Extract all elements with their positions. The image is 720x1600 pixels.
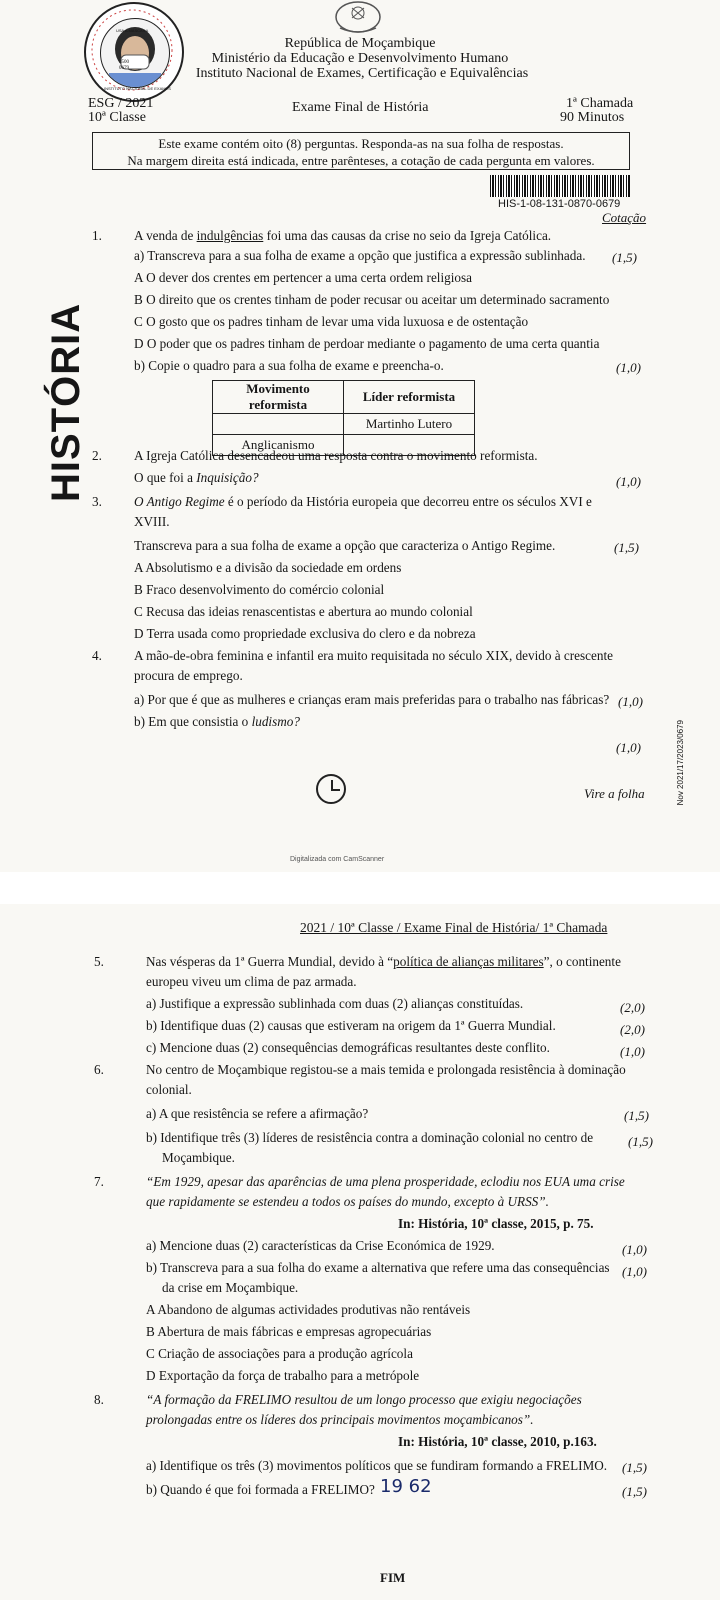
q4a-mark: (1,0)	[618, 694, 643, 709]
q2-mark: (1,0)	[616, 474, 641, 489]
q1-option-a: A O dever dos crentes em pertencer a uma certa ordem religiosa	[134, 270, 472, 285]
q1-text	[134, 228, 551, 244]
q2-sub-text: O que foi a	[134, 470, 197, 485]
exam-page-2	[0, 904, 720, 1600]
q1-text-part: A venda de	[134, 228, 197, 243]
side-stamp: Nov 2021/17/2023/0679	[676, 720, 685, 806]
q5-underlined-term: política de alianças militares	[393, 954, 544, 969]
q5-text-line2: europeu viveu um clima de paz armada.	[146, 974, 357, 989]
q4b-term: ludismo?	[251, 714, 300, 729]
q1-option-b: B O direito que os crentes tinham de poder recusar ou aceitar um determinado sacramento	[134, 292, 610, 307]
table-cell: Anglicanismo	[213, 435, 344, 456]
q3-mark: (1,5)	[614, 540, 639, 555]
logo-code-top: 3500	[119, 60, 129, 65]
q7-quote: “Em 1929, apesar das aparências de uma plena prosperidade, eclodiu nos EUA uma crise	[146, 1174, 625, 1189]
q6a-text: a) A que resistência se refere a afirmação?	[146, 1106, 369, 1121]
q4b-text	[134, 714, 300, 730]
exam-notice-box	[92, 132, 630, 170]
coat-of-arms-icon	[330, 0, 386, 34]
table-header: Movimento reformista	[213, 381, 344, 414]
turn-page-note: Vire a folha	[584, 786, 645, 801]
exam-title: Exame Final de História	[292, 100, 429, 115]
q5-text-part: Nas vésperas da 1ª Guerra Mundial, devido à “	[146, 954, 394, 969]
q3-option-d: D Terra usada como propriedade exclusiva do clero e da nobreza	[134, 626, 476, 641]
table-header-row	[213, 381, 475, 414]
q3-instruction: Transcreva para a sua folha de exame a opção que caracteriza o Antigo Regime.	[134, 538, 556, 553]
clock-icon	[316, 774, 346, 804]
q3-text-part: é o período da História europeia que decorreu entre os séculos XVI e	[224, 494, 592, 509]
q5-number: 5.	[94, 954, 104, 969]
cotacao-heading: Cotação	[602, 210, 647, 225]
q7b-text: b) Transcreva para a sua folha do exame a alternativa que refere uma das consequências	[146, 1260, 610, 1275]
q5a-mark: (2,0)	[620, 1000, 645, 1015]
q1-option-c: C O gosto que os padres tinham de levar uma vida luxuosa e de ostentação	[134, 314, 529, 329]
page2-header: 2021 / 10ª Classe / Exame Final de História/ 1ª Chamada	[300, 920, 608, 935]
q6-text: No centro de Moçambique registou-se a mais temida e prolongada resistência à dominação	[146, 1062, 626, 1077]
q1-number: 1.	[92, 228, 102, 243]
republic-title: República de Moçambique	[284, 36, 436, 51]
q4-text-line2: procura de emprego.	[134, 668, 243, 683]
q2-number: 2.	[92, 448, 102, 463]
q1a-mark: (1,5)	[612, 250, 637, 265]
q4a-text: a) Por que é que as mulheres e crianças eram mais preferidas para o trabalho nas fábricas?	[134, 692, 610, 707]
table-header: Líder reformista	[344, 381, 475, 414]
institute-title: Instituto Nacional de Exames, Certificação e Equivalências	[195, 66, 529, 81]
q8-source: In: História, 10ª classe, 2010, p.163.	[398, 1434, 597, 1449]
q6b-mark: (1,5)	[628, 1134, 653, 1149]
q6-number: 6.	[94, 1062, 104, 1077]
handwritten-answer: 19 62	[380, 1476, 432, 1497]
q8a-text: a) Identifique os três (3) movimentos políticos que se fundiram formando a FRELIMO.	[146, 1458, 608, 1473]
notice-line-1: Este exame contém oito (8) perguntas. Responda-as na sua folha de respostas.	[158, 136, 564, 151]
q6-text-line2: colonial.	[146, 1082, 192, 1097]
q7-option-a: A Abandono de algumas actividades produtivas não rentáveis	[146, 1302, 471, 1317]
q7-number: 7.	[94, 1174, 104, 1189]
q3-text-line2: XVIII.	[134, 514, 170, 529]
q8a-mark: (1,5)	[622, 1460, 647, 1475]
table-row	[213, 414, 475, 435]
q1a-text: a) Transcreva para a sua folha de exame a opção que justifica a expressão sublinhada.	[134, 248, 586, 263]
reform-table	[212, 380, 475, 456]
q8-quote: “A formação da FRELIMO resultou de um longo processo que exigiu negociações	[146, 1392, 582, 1407]
esg-label: ESG / 2021	[88, 96, 154, 111]
q8-quote-line2: prolongadas entre os líderes dos principais movimentos moçambicanos”.	[146, 1412, 534, 1427]
barcode-code: HIS-1-08-131-0870-0679	[498, 198, 621, 210]
q5a-text: a) Justifique a expressão sublinhada com duas (2) alianças constituídas.	[146, 996, 524, 1011]
chamada-label: 1ª Chamada	[566, 96, 634, 111]
q2-text: A Igreja Católica desencadeou uma resposta contra o movimento reformista.	[134, 448, 538, 463]
q3-option-c: C Recusa das ideias renascentistas e abertura ao mundo colonial	[134, 604, 473, 619]
barcode	[490, 175, 630, 197]
q7b-mark: (1,0)	[622, 1264, 647, 1279]
q8b-mark: (1,5)	[622, 1484, 647, 1499]
duration-label: 90 Minutos	[560, 110, 625, 125]
q3-text	[134, 494, 592, 510]
q3-option-a: A Absolutismo e a divisão da sociedade em ordens	[134, 560, 402, 575]
q1b-mark: (1,0)	[616, 360, 641, 375]
end-marker: FIM	[380, 1570, 406, 1585]
q1-text-part: foi uma das causas da crise no seio da Igreja Católica.	[263, 228, 552, 243]
logo-top-arc: USA A MÁSCARA	[116, 28, 149, 33]
logo-code-bottom: 0679	[119, 66, 129, 71]
q5-text	[146, 954, 621, 970]
class-label: 10ª Classe	[88, 110, 146, 125]
q1-option-d: D O poder que os padres tinham de perdoar mediante o pagamento de uma certa quantia	[134, 336, 600, 351]
q7a-text: a) Mencione duas (2) características da Crise Económica de 1929.	[146, 1238, 495, 1253]
q6a-mark: (1,5)	[624, 1108, 649, 1123]
q7-option-c: C Criação de associações para a produção agrícola	[146, 1346, 413, 1361]
q7-option-b: B Abertura de mais fábricas e empresas agropecuárias	[146, 1324, 432, 1339]
q5-text-part: ”, o continente	[543, 954, 621, 969]
q1-underlined-term: indulgências	[196, 228, 264, 243]
q1b-text: b) Copie o quadro para a sua folha de exame e preencha-o.	[134, 358, 444, 373]
q4b-text-part: b) Em que consistia o	[134, 714, 252, 729]
q4b-mark: (1,0)	[616, 740, 641, 755]
q7a-mark: (1,0)	[622, 1242, 647, 1257]
q8b-text: b) Quando é que foi formada a FRELIMO?	[146, 1482, 375, 1497]
q6b-text-line2: Moçambique.	[162, 1150, 235, 1165]
page-gap	[0, 872, 720, 904]
table-cell: Martinho Lutero	[344, 414, 475, 435]
scanner-watermark: Digitalizada com CamScanner	[290, 856, 385, 863]
q7-option-d: D Exportação da força de trabalho para a metrópole	[146, 1368, 420, 1383]
q7-source: In: História, 10ª classe, 2015, p. 75.	[398, 1216, 594, 1231]
q4-number: 4.	[92, 648, 102, 663]
mask-campaign-logo	[84, 2, 184, 102]
q7b-text-line2: da crise em Moçambique.	[162, 1280, 299, 1295]
notice-line-2: Na margem direita está indicada, entre parênteses, a cotação de cada pergunta em valores.	[127, 153, 595, 168]
q5b-text: b) Identifique duas (2) causas que estiveram na origem da 1ª Guerra Mundial.	[146, 1018, 556, 1033]
q2-subquestion	[134, 470, 259, 486]
q7-quote-line2: que rapidamente se estendeu a todos os países do mundo, excepto à URSS”.	[146, 1194, 549, 1209]
q4-text: A mão-de-obra feminina e infantil era muito requisitada no século XIX, devido à crescente	[134, 648, 613, 663]
logo-bottom-arc: INSTITUTO NACIONAL DE EXAMES	[104, 86, 171, 91]
q3-term: O Antigo Regime	[134, 494, 225, 509]
ministry-title: Ministério da Educação e Desenvolvimento Humano	[211, 51, 509, 66]
q5b-mark: (2,0)	[620, 1022, 645, 1037]
q3-number: 3.	[92, 494, 102, 509]
subject-side-label: HISTÓRIA	[44, 302, 88, 502]
q8-number: 8.	[94, 1392, 104, 1407]
q5c-mark: (1,0)	[620, 1044, 645, 1059]
q5c-text: c) Mencione duas (2) consequências demográficas resultantes deste conflito.	[146, 1040, 550, 1055]
q6b-text: b) Identifique três (3) líderes de resistência contra a dominação colonial no centro de	[146, 1130, 594, 1145]
table-cell	[213, 414, 344, 435]
q3-option-b: B Fraco desenvolvimento do comércio colonial	[134, 582, 385, 597]
q2-sub-term: Inquisição?	[196, 470, 259, 485]
